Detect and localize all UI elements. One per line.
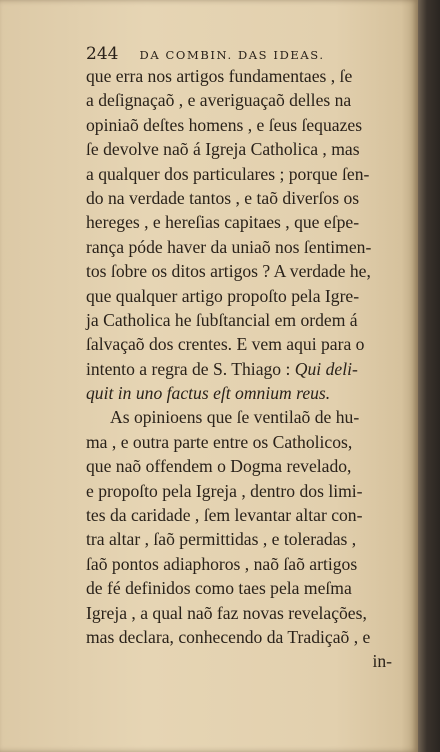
text-line-roman: ja Catholica he ſubſtancial em ordem á: [86, 309, 358, 330]
text-line-roman: mas declara, conhecendo da Tradiçaõ , e: [86, 626, 371, 647]
text-line-roman: que naõ offendem o Dogma revelado,: [86, 456, 352, 477]
text-line: [86, 137, 392, 161]
text-line: [86, 479, 392, 503]
text-line: [86, 113, 392, 137]
text-line-roman: Igreja , a qual naõ faz novas revelações,: [86, 602, 367, 623]
text-line: [86, 284, 392, 308]
text-line-roman: e propoſto pela Igreja , dentro dos limi-: [86, 480, 363, 501]
text-line: [86, 64, 392, 88]
text-line-roman: tos ſobre os ditos artigos ? A verdade he,: [86, 261, 371, 282]
text-line-roman: a deſignaçaõ , e averiguaçaõ delles na: [86, 90, 352, 111]
text-line: [86, 235, 392, 259]
text-line-roman: que qualquer artigo propoſto pela Igre-: [86, 285, 360, 306]
text-line: [86, 527, 392, 551]
text-line: [86, 454, 392, 478]
text-line: [86, 308, 392, 332]
text-line-roman: do na verdade tantos , e taõ diverſos os: [86, 187, 360, 208]
text-line-roman: de fé definidos como taes pela meſma: [86, 578, 352, 599]
book-gutter: [418, 0, 440, 752]
text-line-roman: ſe devolve naõ á Igreja Catholica , mas: [86, 139, 360, 160]
page-number: 244: [86, 44, 119, 64]
text-line: [86, 649, 392, 673]
running-head: DA COMBIN. DAS IDEAS.: [139, 48, 325, 62]
page-header: [86, 44, 386, 64]
text-line-italic: Qui deli-: [294, 358, 358, 379]
text-line: [86, 503, 392, 527]
text-line-roman: As opinioens que ſe ventilaõ de hu-: [110, 407, 360, 428]
text-line-roman: rança póde haver da uniaõ nos ſentimen-: [86, 236, 372, 257]
text-line: [86, 88, 392, 112]
text-line-roman: hereges , e hereſias capitaes , que eſpe-: [86, 212, 360, 233]
text-line: [86, 162, 392, 186]
text-line-roman: a qualquer dos particulares ; porque ſen-: [86, 163, 370, 184]
text-line-roman: opiniaõ deſtes homens , e ſeus ſequazes: [86, 114, 363, 135]
text-line-roman: ſalvaçaõ dos crentes. E vem aqui para o: [86, 334, 365, 355]
text-line-roman: ſaõ pontos adiaphoros , naõ ſaõ artigos: [86, 553, 358, 574]
text-line-italic: quit in uno factus eſt omnium reus.: [86, 383, 331, 404]
text-line: [86, 625, 392, 649]
text-line-roman: que erra nos artigos fundamentaes , ſe: [86, 66, 353, 86]
text-line: [86, 381, 392, 405]
text-line-roman: tra altar , ſaõ permittidas , e toleradas ,: [86, 529, 357, 550]
text-line: [86, 259, 392, 283]
text-line: [86, 332, 392, 356]
text-line: [86, 576, 392, 600]
text-line: [86, 552, 392, 576]
text-line-roman: in-: [372, 651, 392, 672]
text-line: [86, 357, 392, 381]
text-line-roman: ma , e outra parte entre os Catholicos,: [86, 431, 353, 452]
text-line: [86, 186, 392, 210]
body-text: [86, 64, 392, 674]
text-line: [86, 405, 392, 429]
text-line-roman: tes da caridade , ſem levantar altar con-: [86, 505, 363, 526]
text-line: [86, 210, 392, 234]
text-line: [86, 601, 392, 625]
text-line-roman: intento a regra de S. Thiago :: [86, 358, 295, 379]
text-line: [86, 430, 392, 454]
